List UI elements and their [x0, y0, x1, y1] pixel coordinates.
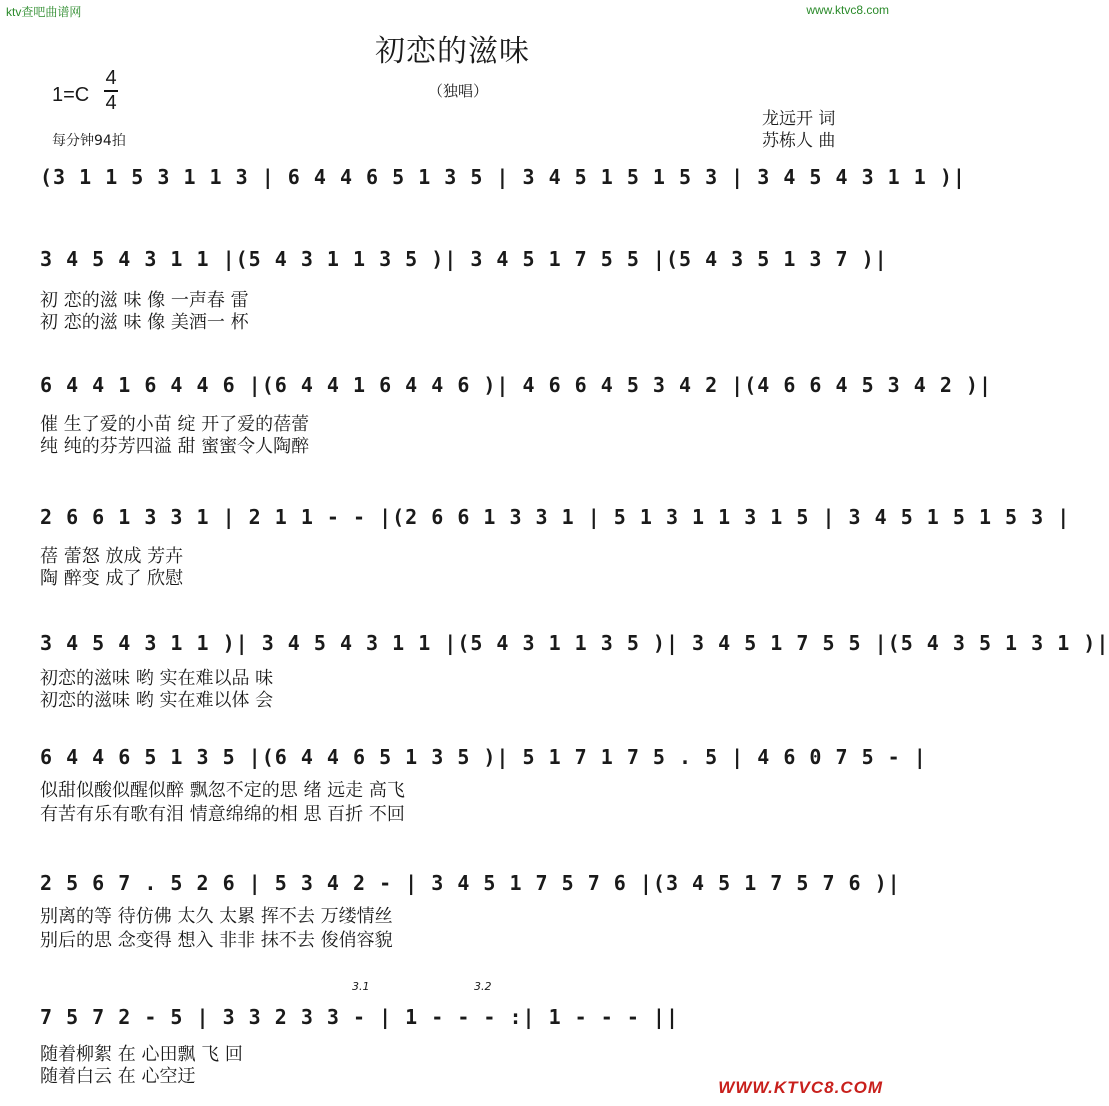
- volta-1-label: 3.1: [352, 980, 370, 993]
- notation-line: 2 5 6 7 . 5 2 6 | 5 3 4 2 - | 3 4 5 1 7 5 7 6 |(3 4 5 1 7 5 7 6 )|: [40, 871, 901, 895]
- score-system-8: [40, 1000, 875, 1040]
- score-system-6: [40, 740, 927, 780]
- notation-line: 7 5 7 2 - 5 | 3 3 2 3 3 - | 1 - - - :| 1 - - - ||: [40, 1005, 680, 1029]
- score-system-7: [40, 866, 901, 906]
- lyric-verse-2: 初 恋的滋 味 像 美酒一 杯: [40, 312, 249, 333]
- notation-line: 2 6 6 1 3 3 1 | 2 1 1 - - |(2 6 6 1 3 3 1 | 5 1 3 1 1 3 1 5 | 3 4 5 1 5 1 5 3 |: [40, 505, 1071, 529]
- score-system-4: [40, 500, 1071, 540]
- notation-line: (3 1 1 5 3 1 1 3 | 6 4 4 6 5 1 3 5 | 3 4 5 1 5 1 5 3 | 3 4 5 4 3 1 1 )|: [40, 165, 966, 189]
- lyric-verse-2: 别后的思 念变得 想入 非非 抹不去 俊俏容貌: [40, 930, 393, 951]
- song-title: 初恋的滋味: [375, 34, 530, 69]
- lyric-verse-2: 纯 纯的芬芳四溢 甜 蜜蜜令人陶醉: [40, 436, 310, 457]
- time-signature-top: 4: [105, 67, 117, 89]
- volta-2-label: 3.2: [474, 980, 492, 993]
- lyric-verse-1: 蓓 蕾怒 放成 芳卉: [40, 546, 184, 567]
- lyric-verse-1: 催 生了爱的小苗 绽 开了爱的蓓蕾: [40, 414, 310, 435]
- time-signature-bottom: 4: [105, 91, 117, 114]
- lyric-verse-1: 初恋的滋味 哟 实在难以品 味: [40, 668, 274, 689]
- notation-line: 6 4 4 1 6 4 4 6 |(6 4 4 1 6 4 4 6 )| 4 6 6 4 5 3 4 2 |(4 6 6 4 5 3 4 2 )|: [40, 373, 992, 397]
- score-system-2: [40, 242, 888, 282]
- score-system-5: [40, 626, 1109, 666]
- tempo-marking: 每分钟94拍: [52, 133, 126, 149]
- lyric-verse-1: 初 恋的滋 味 像 一声春 雷: [40, 290, 249, 311]
- lyric-verse-2: 有苦有乐有歌有泪 情意绵绵的相 思 百折 不回: [40, 804, 405, 825]
- composer-credit: 苏栋人 曲: [762, 131, 836, 151]
- score-system-1: [40, 160, 966, 200]
- notation-line: 3 4 5 4 3 1 1 )| 3 4 5 4 3 1 1 |(5 4 3 1 1 3 5 )| 3 4 5 1 7 5 5 |(5 4 3 5 1 3 1 )|: [40, 631, 1109, 655]
- lyric-verse-2: 随着白云 在 心空迂: [40, 1066, 196, 1087]
- site-watermark-right: www.ktvc8.com: [806, 3, 889, 17]
- time-signature: [104, 68, 118, 114]
- lyric-verse-1: 别离的等 待仿佛 太久 太累 挥不去 万缕情丝: [40, 906, 393, 927]
- notation-line: 6 4 4 6 5 1 3 5 |(6 4 4 6 5 1 3 5 )| 5 1 7 1 7 5 . 5 | 4 6 0 7 5 - |: [40, 745, 927, 769]
- score-system-3: [40, 368, 992, 408]
- lyric-verse-2: 初恋的滋味 哟 实在难以体 会: [40, 690, 274, 711]
- site-watermark-left: ktv查吧曲谱网: [6, 5, 82, 19]
- song-subtitle: （独唱）: [428, 82, 489, 100]
- key-signature: 1=C: [52, 84, 90, 106]
- lyricist-credit: 龙远开 词: [762, 109, 836, 129]
- site-watermark-bottom: WWW.KTVC8.COM: [718, 1078, 883, 1097]
- lyric-verse-1: 随着柳絮 在 心田飘 飞 回: [40, 1044, 243, 1065]
- lyric-verse-2: 陶 醉变 成了 欣慰: [40, 568, 184, 589]
- notation-line: 3 4 5 4 3 1 1 |(5 4 3 1 1 3 5 )| 3 4 5 1 7 5 5 |(5 4 3 5 1 3 7 )|: [40, 247, 888, 271]
- lyric-verse-1: 似甜似酸似醒似醉 飘忽不定的思 绪 远走 高飞: [40, 780, 405, 801]
